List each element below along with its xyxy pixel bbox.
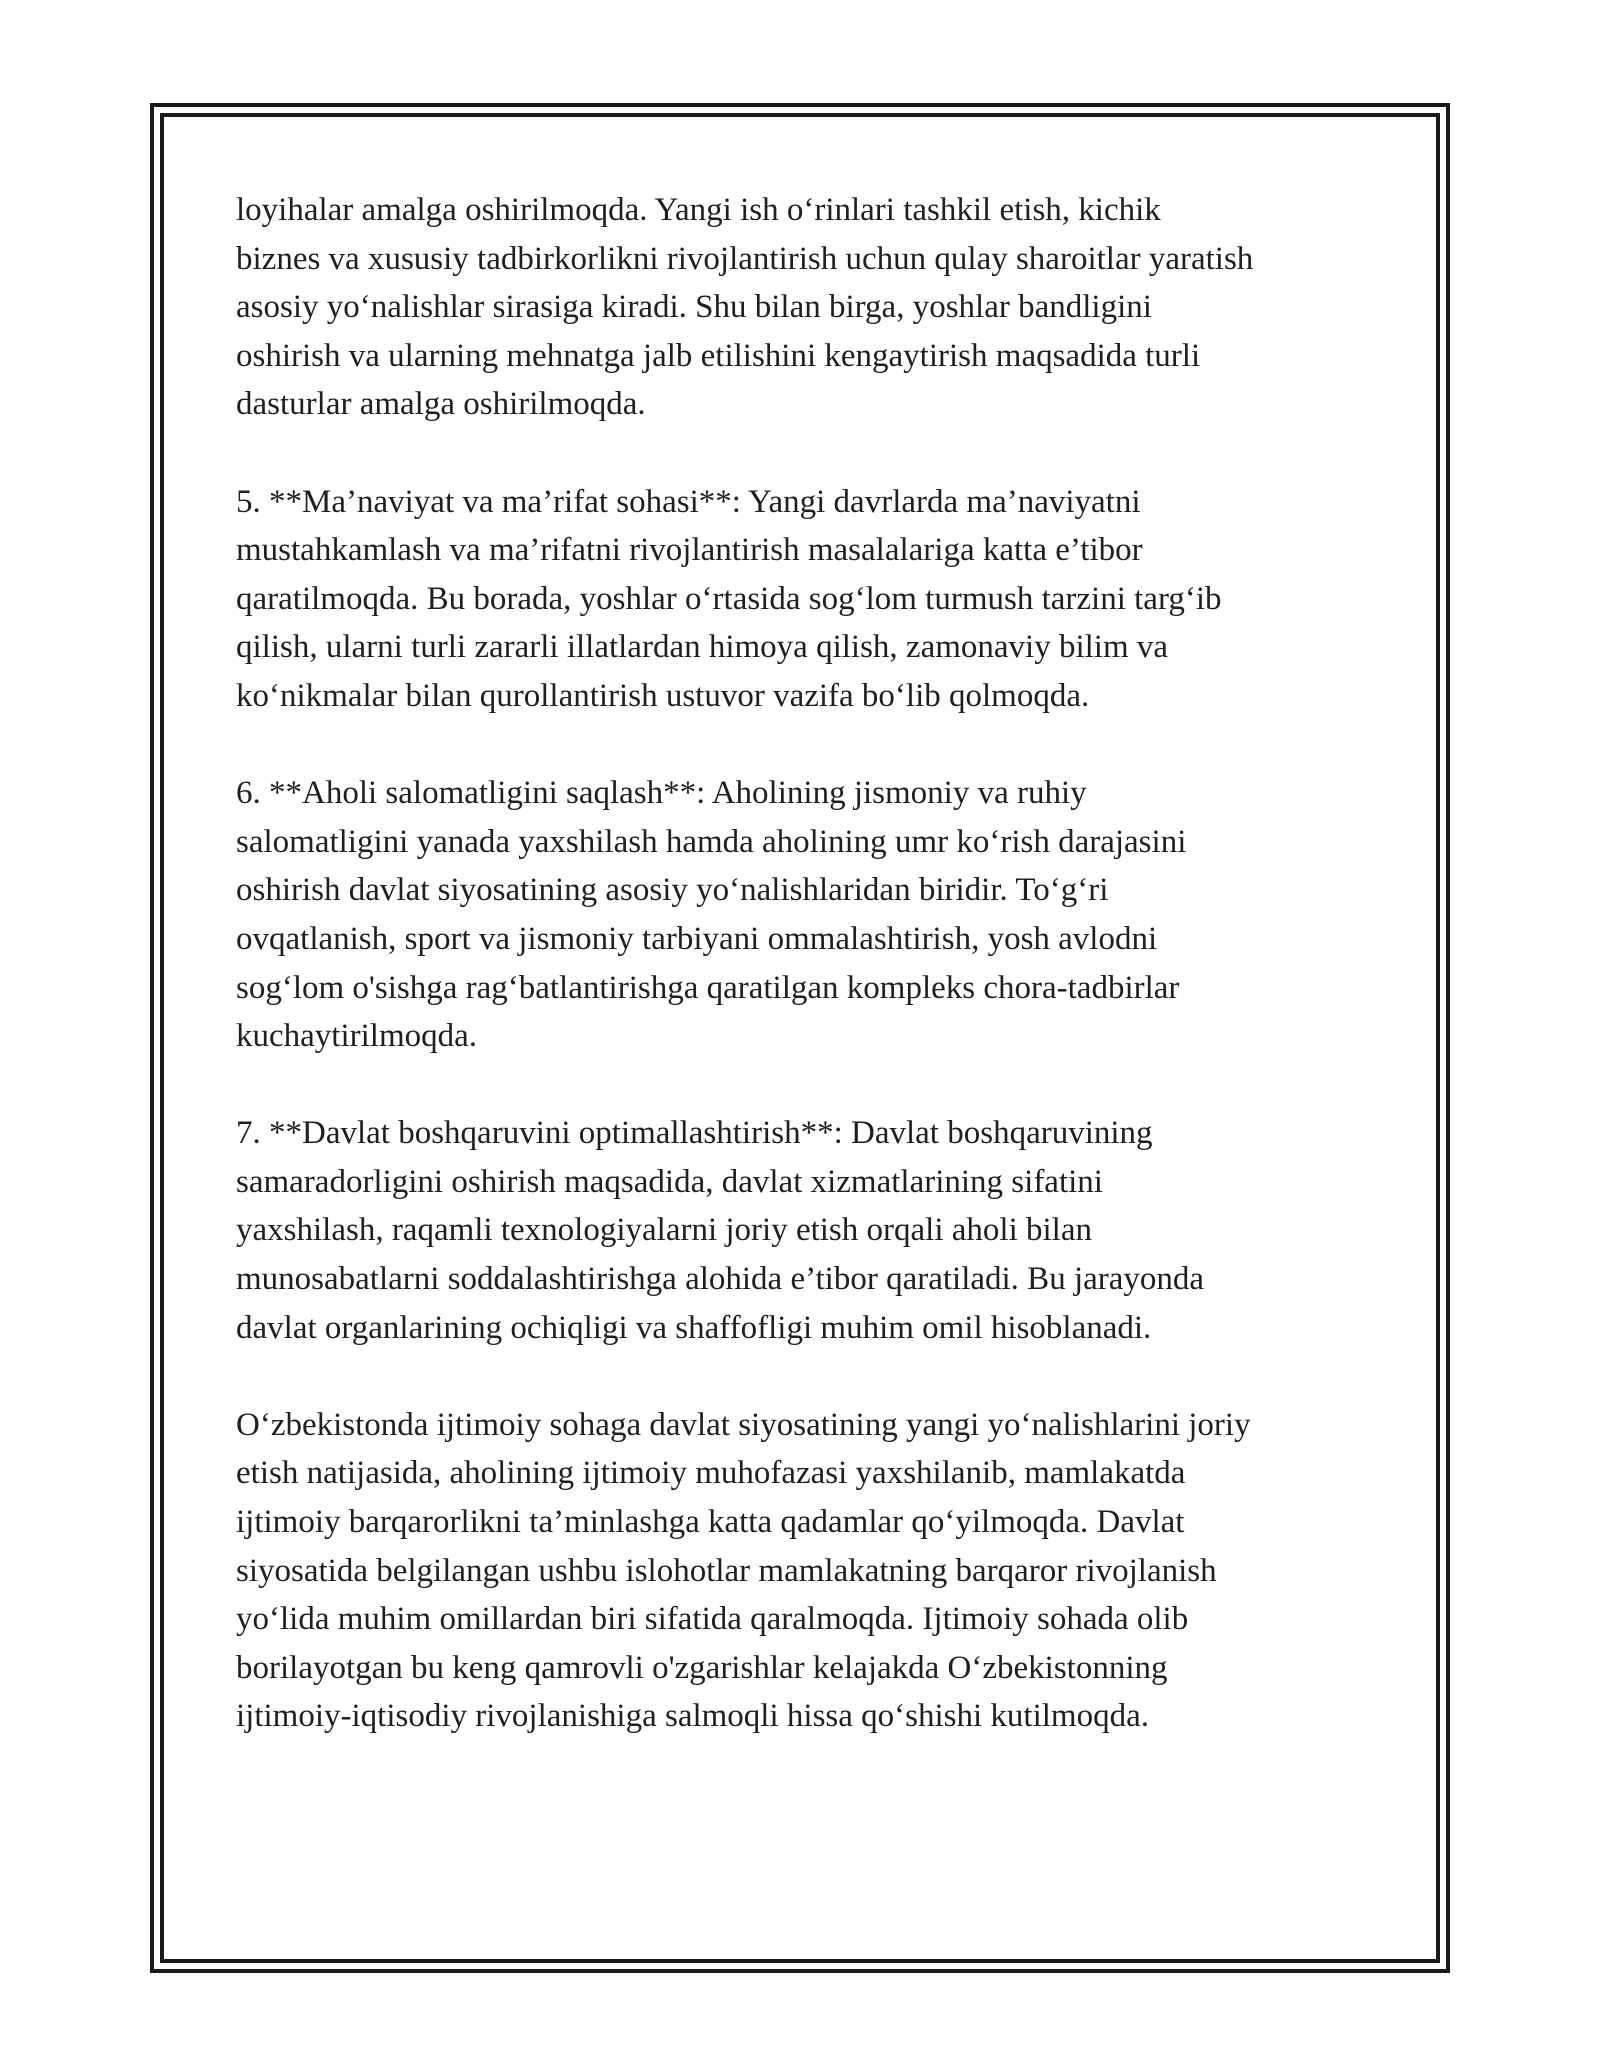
text-line: borilayotgan bu keng qamrovli o'zgarishlar kelajakda O‘zbekistonning bbox=[236, 1649, 1168, 1686]
text-line: munosabatlarni soddalashtirishga alohida e’tibor qaratiladi. Bu jarayonda bbox=[236, 1261, 1205, 1298]
text-line: davlat organlarining ochiqligi va shaffofligi muhim omil hisoblanadi. bbox=[236, 1309, 1152, 1346]
paragraph bbox=[236, 186, 1386, 429]
text-line: ko‘nikmalar bilan qurollantirish ustuvor vazifa bo‘lib qolmoqda. bbox=[236, 677, 1090, 714]
text-line: 6. **Aholi salomatligini saqlash**: Aholining jismoniy va ruhiy bbox=[236, 775, 1087, 812]
text-line: salomatligini yanada yaxshilash hamda aholining umr ko‘rish darajasini bbox=[236, 823, 1187, 860]
text-line: mustahkamlash va ma’rifatni rivojlantirish masalalariga katta e’tibor bbox=[236, 532, 1143, 569]
text-line: biznes va xususiy tadbirkorlikni rivojlantirish uchun qulay sharoitlar yaratish bbox=[236, 240, 1254, 277]
text-line: loyihalar amalga oshirilmoqda. Yangi ish o‘rinlari tashkil etish, kichik bbox=[236, 192, 1161, 228]
text-line: ovqatlanish, sport va jismoniy tarbiyani ommalashtirish, yosh avlodni bbox=[236, 920, 1158, 957]
text-line: kuchaytirilmoqda. bbox=[236, 1018, 478, 1055]
text-line: O‘zbekistonda ijtimoiy sohaga davlat siyosatining yangi yo‘nalishlarini joriy bbox=[236, 1406, 1251, 1443]
text-line: asosiy yo‘nalishlar sirasiga kiradi. Shu bilan birga, yoshlar bandligini bbox=[236, 289, 1152, 326]
text-line: oshirish davlat siyosatining asosiy yo‘nalishlaridan biridir. To‘g‘ri bbox=[236, 872, 1109, 909]
text-line: sog‘lom o'sishga rag‘batlantirishga qaratilgan kompleks chora-tadbirlar bbox=[236, 969, 1180, 1006]
text-line: qilish, ularni turli zararli illatlardan himoya qilish, zamonaviy bilim va bbox=[236, 629, 1169, 666]
paragraph bbox=[236, 769, 1386, 1061]
text-line: siyosatida belgilangan ushbu islohotlar mamlakatning barqaror rivojlanish bbox=[236, 1552, 1217, 1589]
paragraph bbox=[236, 478, 1386, 721]
text-line: yo‘lida muhim omillardan biri sifatida qaralmoqda. Ijtimoiy sohada olib bbox=[236, 1601, 1189, 1638]
text-line: ijtimoiy barqarorlikni ta’minlashga katta qadamlar qo‘yilmoqda. Davlat bbox=[236, 1504, 1185, 1541]
document-body bbox=[236, 186, 1386, 1790]
text-line: ijtimoiy-iqtisodiy rivojlanishiga salmoqli hissa qo‘shishi kutilmoqda. bbox=[236, 1698, 1149, 1735]
text-line: qaratilmoqda. Bu borada, yoshlar o‘rtasida sog‘lom turmush tarzini targ‘ib bbox=[236, 580, 1222, 617]
paragraph bbox=[236, 1401, 1386, 1741]
text-line: samaradorligini oshirish maqsadida, davlat xizmatlarining sifatini bbox=[236, 1163, 1103, 1200]
text-line: 5. **Ma’naviyat va ma’rifat sohasi**: Yangi davrlarda ma’naviyatni bbox=[236, 483, 1141, 520]
paragraph bbox=[236, 1109, 1386, 1352]
text-line: yaxshilash, raqamli texnologiyalarni joriy etish orqali aholi bilan bbox=[236, 1212, 1092, 1249]
text-line: etish natijasida, aholining ijtimoiy muhofazasi yaxshilanib, mamlakatda bbox=[236, 1455, 1186, 1492]
text-line: 7. **Davlat boshqaruvini optimallashtirish**: Davlat boshqaruvining bbox=[236, 1115, 1153, 1152]
text-line: dasturlar amalga oshirilmoqda. bbox=[236, 386, 646, 423]
text-line: oshirish va ularning mehnatga jalb etilishini kengaytirish maqsadida turli bbox=[236, 337, 1201, 374]
